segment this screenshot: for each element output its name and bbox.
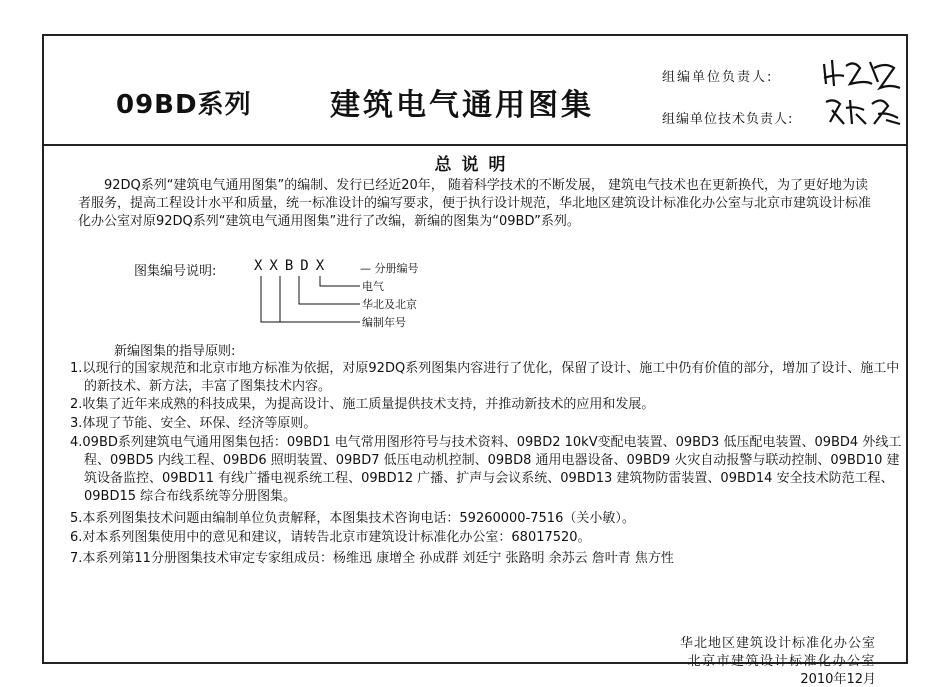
title-block [44,36,906,146]
principle-item-4: 4.09BD系列建筑电气通用图集包括：09BD1 电气常用图形符号与技术资料、09BD2 10kV变配电装置、09BD3 低压配电装置、09BD4 外线工程、09BD5 内线工程、09BD6 照明装置、09BD7 低压电动机控制、09BD8 通用电器设备、09BD9 火灾自动报警与联动控制、09BD10 建筑设备监控、09BD11 有线广播电视系统工程、09BD12 广播、扩声与会议系统、09BD13 建筑物防雷装置、09BD14 安全技术防范工程、09BD15 综合布线系统等分册图集。 [70,435,902,504]
atlas-title: 建筑电气通用图集 [330,88,594,123]
footer-org-beijing: 北京市建筑设计标准化办公室 [687,654,876,669]
signature-tech-head [822,94,906,130]
code-item-region: 华北及北京 [362,298,417,311]
series-label: 09BD系列 [116,90,252,120]
principle-item-6: 6.对本系列图集使用中的意见和建议，请转告北京市建筑设计标准化办公室：68017520。 [70,530,591,545]
principle-item-1: 1.以现行的国家规范和北京市地方标准为依据，对原92DQ系列图集内容进行了优化，保留了设计、施工中仍有价值的部分，增加了设计、施工中的新技术、新方法，丰富了图集技术内容。 [70,361,900,394]
code-item-volume: — 分册编号 [360,262,419,275]
principle-item-3: 3.体现了节能、安全、环保、经济等原则。 [70,416,317,431]
footer-date: 2010年12月 [800,672,876,687]
principle-item-2: 2.收集了近年来成熟的科技成果，为提高设计、施工质量提供技术支持，并推动新技术的应用和发展。 [70,397,655,412]
code-item-year: 编制年号 [362,316,406,329]
code-item-electrical: 电气 [362,280,384,293]
principle-item-7: 7.本系列第11分册图集技术审定专家组成员：杨维迅 康增全 孙成群 刘廷宁 张路明 余苏云 詹叶青 焦方性 [70,551,674,566]
code-string: XXBDX [254,258,332,274]
drawing-frame [42,34,908,687]
tech-head-label: 组编单位技术负责人: [662,112,794,127]
intro-paragraph: 92DQ系列“建筑电气通用图集”的编制、发行已经近20年， 随着科学技术的不断发展， 建筑电气技术也在更新换代，为了更好地为读者服务，提高工程设计水平和质量，统一标准设计的编写要求，便于执行设计规范，华北地区建筑设计标准化办公室与北京市建筑设计标准化办公室对原92DQ系列“建筑电气通用图集”进行了改编，新编的图集为“09BD”系列。 [78,178,872,229]
principles-title: 新编图集的指导原则: [114,344,236,359]
principle-item-5: 5.本系列图集技术问题由编制单位负责解释，本图集技术咨询电话：59260000-7516（关小敏）。 [70,511,635,526]
notes-heading: 总说明 [434,155,516,175]
code-explain-label: 图集编号说明: [134,264,217,279]
signature-org-head [820,54,904,94]
org-head-label: 组编单位负责人: [662,70,774,85]
footer-org-north-china: 华北地区建筑设计标准化办公室 [679,636,876,651]
code-leader-lines [254,254,364,334]
